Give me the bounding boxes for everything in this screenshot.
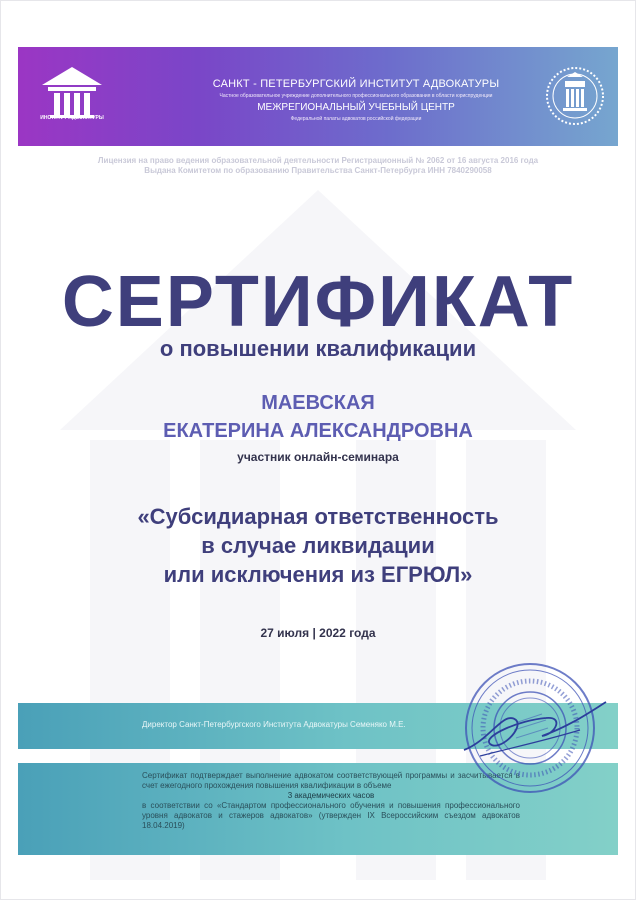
logo-caption: ИНСТИТУТ АДВОКАТУРЫ <box>40 115 104 121</box>
director-signature-icon <box>460 690 610 770</box>
center-name: МЕЖРЕГИОНАЛЬНЫЙ УЧЕБНЫЙ ЦЕНТР <box>257 102 455 113</box>
topic-line-2: в случае ликвидации <box>201 533 435 558</box>
certificate-subtitle: о повышении квалификации <box>159 336 477 361</box>
license-line-1: Лицензия на право ведения образовательной деятельности Регистрационный № 2062 от 16 августа 2016 года <box>97 156 539 165</box>
participant-role: участник онлайн-семинара <box>237 450 399 464</box>
center-subtitle: Федеральной палаты адвокатов российской федерации <box>290 116 422 122</box>
certificate-title: СЕРТИФИКАТ <box>61 262 575 342</box>
institute-subtitle: Частное образовательное учреждение дополнительного профессионального образования в области юриспруденции <box>219 93 493 99</box>
academic-hours: 3 академических часов <box>287 791 375 800</box>
header-band <box>18 47 618 146</box>
recipient-given-names: ЕКАТЕРИНА АЛЕКСАНДРОВНА <box>163 420 473 442</box>
institute-logo-icon <box>38 59 106 137</box>
director-text: Директор Санкт-Петербургского Института Адвокатуры Семеняко М.Е. <box>142 720 406 729</box>
license-text <box>30 156 606 176</box>
institute-name: САНКТ - ПЕТЕРБУРГСКИЙ ИНСТИТУТ АДВОКАТУРЫ <box>212 78 500 90</box>
standard-text: в соответствии со «Стандартом профессионального обучения и повышения профессионального уровня адвокатов и стажеров адвокатов» (утвержден IX Всероссийским съездом адвокатов 18.04.2019) <box>142 801 520 830</box>
topic-line-3: или исключения из ЕГРЮЛ» <box>163 562 473 587</box>
seminar-topic <box>18 502 618 589</box>
license-line-2: Выдана Комитетом по образованию Правительства Санкт-Петербурга ИНН 7840290058 <box>144 166 492 175</box>
confirmation-text: Сертификат подтверждает выполнение адвокатом соответствующей программы и засчитывается в счет ежегодного прохождения повышения квалификации в объеме <box>142 771 520 790</box>
topic-line-1: «Субсидиарная ответственность <box>137 504 499 529</box>
bar-emblem-icon <box>544 63 606 129</box>
seminar-date: 27 июля | 2022 года <box>260 626 376 640</box>
recipient-surname: МАЕВСКАЯ <box>261 392 375 414</box>
